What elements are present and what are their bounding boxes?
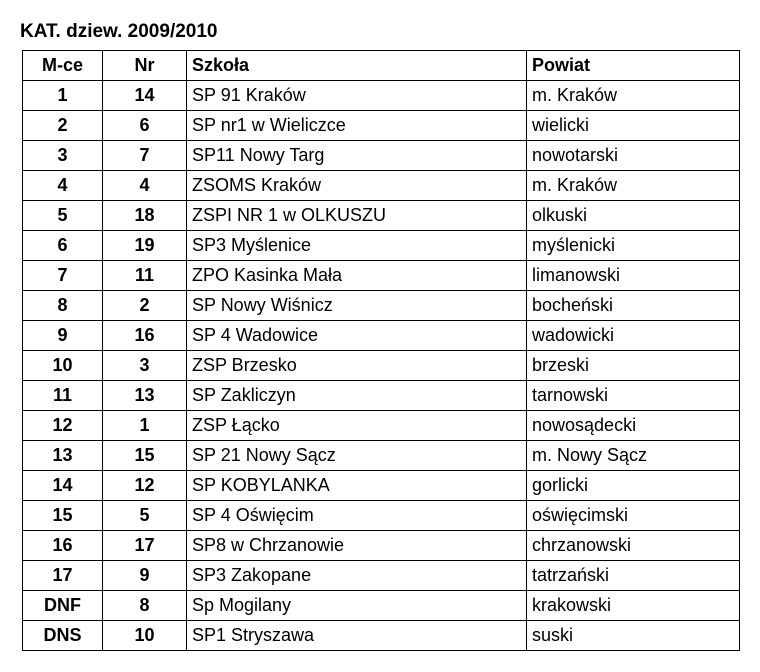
cell-nr: 4 xyxy=(103,171,187,201)
cell-nr: 18 xyxy=(103,201,187,231)
cell-school: SP 4 Oświęcim xyxy=(187,501,527,531)
table-row xyxy=(23,291,740,321)
cell-nr: 13 xyxy=(103,381,187,411)
cell-nr: 10 xyxy=(103,621,187,651)
cell-place: 14 xyxy=(23,471,103,501)
table-row xyxy=(23,501,740,531)
cell-school: SP11 Nowy Targ xyxy=(187,141,527,171)
table-row xyxy=(23,441,740,471)
table-row xyxy=(23,171,740,201)
cell-nr: 7 xyxy=(103,141,187,171)
cell-school: SP3 Zakopane xyxy=(187,561,527,591)
cell-county: m. Kraków xyxy=(527,171,740,201)
cell-nr: 1 xyxy=(103,411,187,441)
cell-county: nowotarski xyxy=(527,141,740,171)
table-row xyxy=(23,321,740,351)
cell-county: suski xyxy=(527,621,740,651)
cell-place: DNF xyxy=(23,591,103,621)
cell-school: ZSOMS Kraków xyxy=(187,171,527,201)
cell-school: SP KOBYLANKA xyxy=(187,471,527,501)
cell-place: 16 xyxy=(23,531,103,561)
page-title: KAT. dziew. 2009/2010 xyxy=(20,21,218,42)
cell-place: 11 xyxy=(23,381,103,411)
cell-place: 7 xyxy=(23,261,103,291)
cell-nr: 6 xyxy=(103,111,187,141)
table-row xyxy=(23,111,740,141)
cell-school: SP Nowy Wiśnicz xyxy=(187,291,527,321)
cell-county: tarnowski xyxy=(527,381,740,411)
cell-school: ZSP Brzesko xyxy=(187,351,527,381)
table-row xyxy=(23,351,740,381)
table-row xyxy=(23,591,740,621)
cell-school: ZPO Kasinka Mała xyxy=(187,261,527,291)
table-header-row xyxy=(23,51,740,81)
cell-place: 1 xyxy=(23,81,103,111)
cell-nr: 15 xyxy=(103,441,187,471)
cell-nr: 2 xyxy=(103,291,187,321)
cell-nr: 9 xyxy=(103,561,187,591)
cell-county: wadowicki xyxy=(527,321,740,351)
table-row xyxy=(23,471,740,501)
cell-nr: 14 xyxy=(103,81,187,111)
cell-place: DNS xyxy=(23,621,103,651)
cell-school: SP Zakliczyn xyxy=(187,381,527,411)
cell-nr: 12 xyxy=(103,471,187,501)
table-row xyxy=(23,261,740,291)
cell-place: 8 xyxy=(23,291,103,321)
cell-county: oświęcimski xyxy=(527,501,740,531)
cell-school: SP 4 Wadowice xyxy=(187,321,527,351)
cell-county: tatrzański xyxy=(527,561,740,591)
cell-nr: 11 xyxy=(103,261,187,291)
cell-nr: 16 xyxy=(103,321,187,351)
header-place: M-ce xyxy=(23,51,103,81)
cell-place: 6 xyxy=(23,231,103,261)
cell-school: SP 21 Nowy Sącz xyxy=(187,441,527,471)
results-table xyxy=(22,50,740,651)
cell-county: gorlicki xyxy=(527,471,740,501)
table-row xyxy=(23,561,740,591)
cell-county: krakowski xyxy=(527,591,740,621)
table-row xyxy=(23,141,740,171)
cell-nr: 19 xyxy=(103,231,187,261)
cell-place: 2 xyxy=(23,111,103,141)
cell-county: olkuski xyxy=(527,201,740,231)
cell-place: 15 xyxy=(23,501,103,531)
table-row xyxy=(23,231,740,261)
cell-nr: 5 xyxy=(103,501,187,531)
cell-school: SP8 w Chrzanowie xyxy=(187,531,527,561)
cell-nr: 3 xyxy=(103,351,187,381)
cell-school: SP1 Stryszawa xyxy=(187,621,527,651)
table-row xyxy=(23,531,740,561)
cell-county: myślenicki xyxy=(527,231,740,261)
header-nr: Nr xyxy=(103,51,187,81)
cell-school: Sp Mogilany xyxy=(187,591,527,621)
cell-county: bocheński xyxy=(527,291,740,321)
cell-place: 13 xyxy=(23,441,103,471)
cell-place: 3 xyxy=(23,141,103,171)
cell-county: chrzanowski xyxy=(527,531,740,561)
cell-nr: 8 xyxy=(103,591,187,621)
cell-place: 9 xyxy=(23,321,103,351)
table-row xyxy=(23,621,740,651)
cell-county: m. Nowy Sącz xyxy=(527,441,740,471)
table-row xyxy=(23,201,740,231)
table-row xyxy=(23,81,740,111)
cell-county: nowosądecki xyxy=(527,411,740,441)
table-body xyxy=(23,81,740,651)
cell-county: brzeski xyxy=(527,351,740,381)
cell-school: SP3 Myślenice xyxy=(187,231,527,261)
header-school: Szkoła xyxy=(187,51,527,81)
cell-county: limanowski xyxy=(527,261,740,291)
cell-place: 12 xyxy=(23,411,103,441)
table-row xyxy=(23,381,740,411)
cell-school: SP 91 Kraków xyxy=(187,81,527,111)
cell-school: ZSP Łącko xyxy=(187,411,527,441)
cell-school: SP nr1 w Wieliczce xyxy=(187,111,527,141)
cell-county: wielicki xyxy=(527,111,740,141)
cell-place: 10 xyxy=(23,351,103,381)
cell-place: 5 xyxy=(23,201,103,231)
cell-place: 17 xyxy=(23,561,103,591)
cell-county: m. Kraków xyxy=(527,81,740,111)
cell-nr: 17 xyxy=(103,531,187,561)
header-county: Powiat xyxy=(527,51,740,81)
table-row xyxy=(23,411,740,441)
cell-school: ZSPI NR 1 w OLKUSZU xyxy=(187,201,527,231)
cell-place: 4 xyxy=(23,171,103,201)
